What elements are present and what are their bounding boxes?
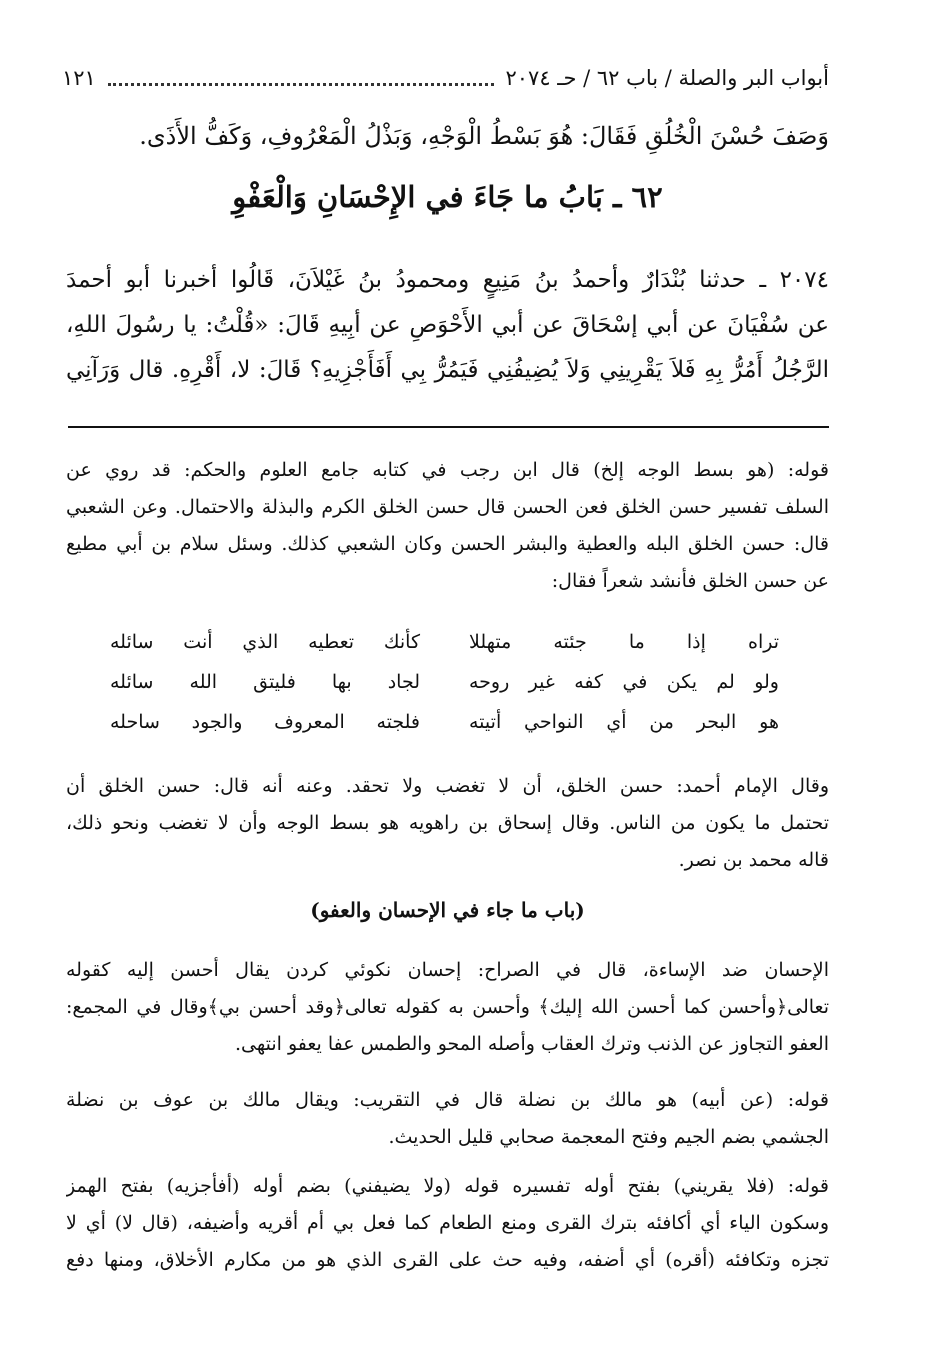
- poem-verse: [110, 622, 779, 662]
- commentary-line: وقال الإمام أحمد: حسن الخلق، أن لا تغضب ولا تحقد. وعنه أنه قال: حسن الخلق أن: [66, 775, 829, 797]
- commentary-line: قال: حسن الخلق البله والعطية والبشر الحسن وكان الشعبي كذلك. وسئل سلام بن أبي مطيع: [66, 533, 829, 555]
- chapter-title: ٦٢ ـ بَابُ ما جَاءَ في الإِحْسَانِ وَالْعَفْوِ: [232, 180, 663, 214]
- commentary-line: العفو التجاوز عن الذنب وترك العقاب وأصله المحو والطمس عفا يعفو انتهى.: [234, 1033, 829, 1055]
- header-dot-leader: [108, 71, 494, 86]
- poem-first-hemistich: ولو لم يكن في كفه غير روحه: [469, 671, 779, 693]
- hadith-line: عن سُفْيَانَ عن أبي إسْحَاقَ عن أبي الأَحْوَصِ عن أبِيهِ قَالَ: «قُلْتُ: يا رسُولَ اللهِ،: [66, 312, 829, 338]
- commentary-line: وسكون الياء أي أكافئه بترك القرى ومنع الطعام كما فعل بي أم أقريه وأضيفه، (قال لا) أي لا: [66, 1212, 829, 1234]
- hadith-line: الرَّجُلُ أَمُرُّ بِهِ فَلاَ يَقْرِينِي وَلاَ يُضِيفُنِي فَيَمُرُّ بِي أَفَأَجْزِيهِ؟ قَالَ: لا، أَقْرِهِ. قال وَرَآنِي: [66, 357, 829, 383]
- footnote-separator: [68, 426, 829, 428]
- commentary-line: السلف تفسير حسن الخلق فعن الحسن قال حسن الخلق الكرم والبذلة والاحتمال. وعن الشعبي: [66, 496, 829, 518]
- commentary-paragraph: [66, 768, 829, 879]
- hadith-line: ٢٠٧٤ ـ حدثنا بُنْدَارٌ وأحمدُ بنُ مَنِيعٍ ومحمودُ بنُ غَيْلاَنَ، قَالُوا أخبرنا أبو أحمدَ: [66, 267, 829, 293]
- running-header: [62, 58, 829, 98]
- poem-first-hemistich: هو البحر من أي النواحي أتيته: [469, 711, 779, 733]
- commentary-line: قاله محمد بن نصر.: [678, 849, 829, 871]
- poem-verse: [110, 702, 779, 742]
- poem-second-hemistich: لجاد بها فليتق الله سائله: [110, 671, 420, 693]
- commentary-line: قوله: (فلا يقريني) بفتح أوله تفسيره قوله (ولا يضيفني) بضم أوله (أفأجزيه) بفتح الهمز: [66, 1175, 829, 1197]
- hadith-text: [66, 258, 829, 393]
- commentary-line: عن حسن الخلق فأنشد شعراً فقال:: [551, 570, 829, 592]
- poem-verse: [110, 662, 779, 702]
- commentary-chapter-title: (باب ما جاء في الإحسان والعفو): [310, 898, 585, 922]
- poem-second-hemistich: فلجته المعروف والجود ساحله: [110, 711, 420, 733]
- commentary-line: تجزه وتكافئه (أقره) أي أضفه، وفيه حث على القرى الذي هو من مكارم الأخلاق، ومنها دفع: [66, 1249, 829, 1271]
- commentary-paragraph: [66, 1082, 829, 1156]
- commentary-line: قوله: (هو بسط الوجه إلخ) قال ابن رجب في كتابه جامع العلوم والحكم: قد روي عن: [66, 459, 829, 481]
- commentary-line: تعالى﴿وأحسن كما أحسن الله إليك﴾ وأحسن به كقوله تعالى﴿وقد أحسن بي﴾وقال في المجمع:: [66, 996, 829, 1018]
- commentary-paragraph: [66, 1168, 829, 1279]
- commentary-paragraph: [66, 952, 829, 1063]
- poem-second-hemistich: كأنك تعطيه الذي أنت سائله: [110, 631, 420, 653]
- commentary-line: تحتمل ما يكون من الناس. وقال إسحاق بن راهويه هو بسط الوجه وأن لا تغضب ونحو ذلك،: [66, 812, 829, 834]
- hadith-continuation: وَصَفَ حُسْنَ الْخُلُقِ فَقَالَ: هُوَ بَسْطُ الْوَجْهِ، وَبَذْلُ الْمَعْرُوفِ، وَكَفُّ الأَذَى.: [139, 122, 829, 150]
- poem-first-hemistich: تراه إذا ما جئته متهللا: [469, 631, 779, 653]
- page-number: ١٢١: [62, 66, 96, 90]
- commentary-paragraph: [66, 452, 829, 600]
- header-title: أبواب البر والصلة / باب ٦٢ / حـ ٢٠٧٤: [505, 66, 829, 90]
- poem: [110, 622, 779, 742]
- commentary-line: الجشمي بضم الجيم وفتح المعجمة صحابي قليل الحديث.: [388, 1126, 829, 1148]
- commentary-line: الإحسان ضد الإساءة، قال في الصراح: إحسان نكوئي كردن يقال أحسن إليه كقوله: [66, 959, 829, 981]
- commentary-line: قوله: (عن أبيه) هو مالك بن نضلة قال في التقريب: ويقال مالك بن عوف بن نضلة: [66, 1089, 829, 1111]
